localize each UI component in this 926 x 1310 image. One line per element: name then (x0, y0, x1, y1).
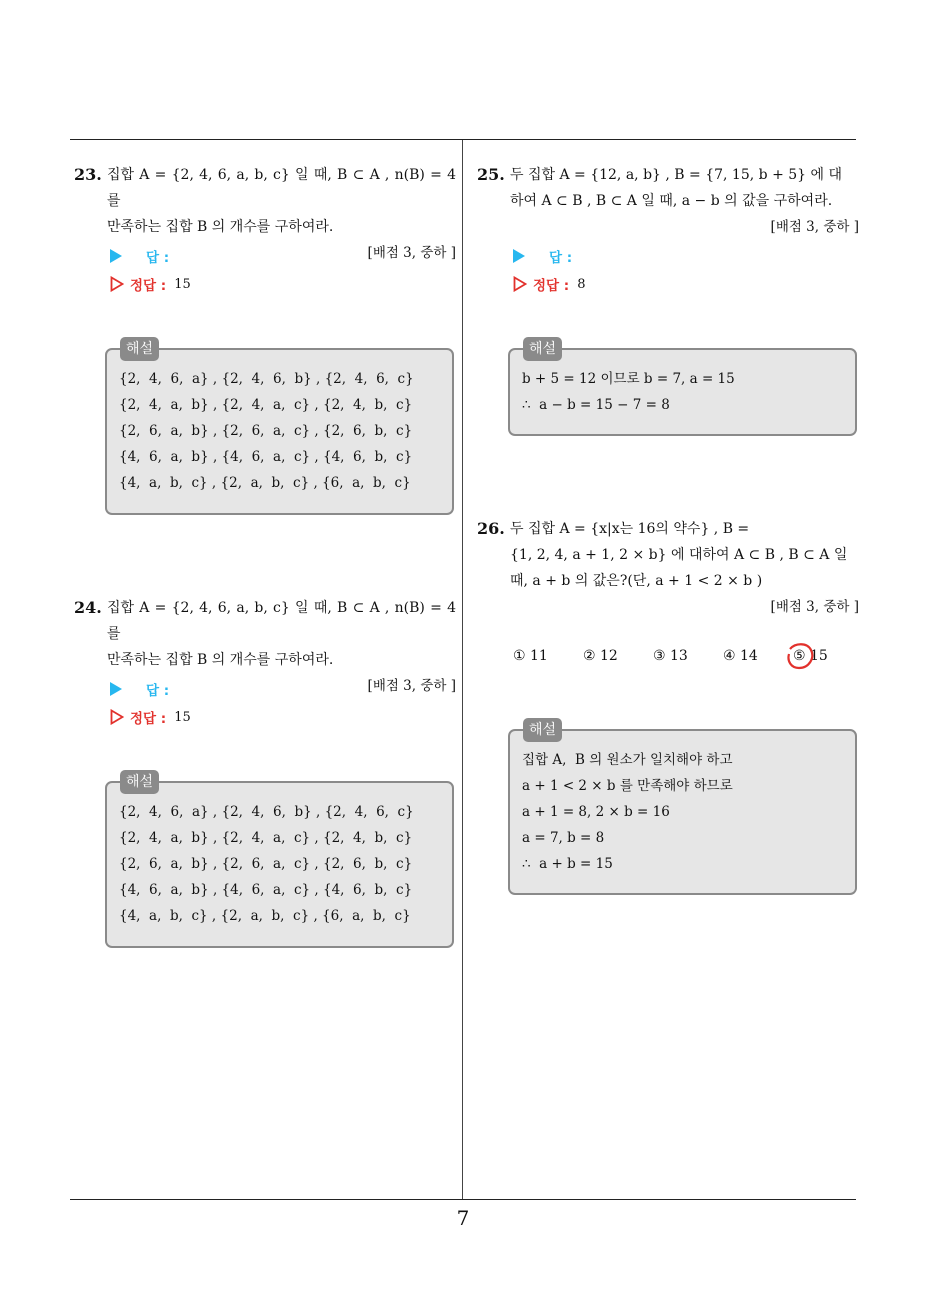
solution-box-25 (508, 341, 857, 436)
question-line: 두 집합 A = {x|x는 16의 약수} , B = (510, 521, 750, 537)
outline-triangle-icon (110, 276, 124, 292)
question-25 (477, 162, 859, 240)
solution-line: a = 7, b = 8 (522, 830, 605, 846)
solution-tag: 해설 (120, 337, 159, 361)
solution-line: b + 5 = 12 이므로 b = 7, a = 15 (522, 371, 735, 387)
score-label: [배점 3, 중하 ] (367, 678, 456, 694)
answer-area-24 (108, 675, 191, 731)
play-triangle-icon (110, 249, 122, 263)
play-triangle-icon (513, 249, 525, 263)
column-divider (462, 140, 463, 1199)
solution-box-26 (508, 722, 857, 895)
solution-line: {2, 6, a, b} , {2, 6, a, c} , {2, 6, b, c} (119, 856, 413, 872)
question-text (510, 162, 859, 214)
question-text (510, 516, 859, 594)
choice-2[interactable]: ② 12 (583, 648, 618, 664)
solution-line: 집합 A, B 의 원소가 일치해야 하고 (522, 752, 733, 768)
solution-line: {2, 4, a, b} , {2, 4, a, c} , {2, 4, b, c} (119, 830, 413, 846)
correct-answer-label: 정답 : (533, 278, 570, 294)
correct-answer-value: 15 (174, 276, 191, 292)
solution-line: {2, 4, 6, a} , {2, 4, 6, b} , {2, 4, 6, c} (119, 371, 414, 387)
choice-list (513, 648, 863, 664)
correct-answer-label: 정답 : (130, 711, 167, 727)
choice-1[interactable]: ① 11 (513, 648, 548, 664)
solution-box-24 (105, 774, 454, 948)
bottom-rule (70, 1199, 856, 1200)
answer-label: 답 : (549, 250, 573, 266)
solution-tag: 해설 (120, 770, 159, 794)
answer-label: 답 : (146, 250, 170, 266)
solution-line: a + 1 = 8, 2 × b = 16 (522, 804, 670, 820)
question-number: 24. (74, 598, 102, 617)
score-label: [배점 3, 중하 ] (770, 219, 859, 235)
solution-line: {4, a, b, c} , {2, a, b, c} , {6, a, b, c} (119, 475, 411, 491)
solution-line: {4, a, b, c} , {2, a, b, c} , {6, a, b, c} (119, 908, 411, 924)
solution-tag: 해설 (523, 718, 562, 742)
choice-5[interactable] (793, 648, 863, 664)
question-line: 집합 A = {2, 4, 6, a, b, c} 일 때, B ⊂ A , n(B) = 4 를 (107, 600, 456, 642)
solution-line: {2, 4, 6, a} , {2, 4, 6, b} , {2, 4, 6, c} (119, 804, 414, 820)
top-rule (70, 139, 856, 140)
solution-tag: 해설 (523, 337, 562, 361)
correct-answer-value: 15 (174, 709, 191, 725)
question-line: 만족하는 집합 B 의 개수를 구하여라. (107, 652, 334, 668)
solution-line: {4, 6, a, b} , {4, 6, a, c} , {4, 6, b, c} (119, 882, 413, 898)
question-line: 만족하는 집합 B 의 개수를 구하여라. (107, 219, 334, 235)
correct-answer-value: 8 (577, 276, 586, 292)
solution-line: ∴ a + b = 15 (522, 856, 613, 872)
solution-line: {2, 6, a, b} , {2, 6, a, c} , {2, 6, b, c} (119, 423, 413, 439)
question-26 (477, 516, 859, 620)
score-label: [배점 3, 중하 ] (367, 245, 456, 261)
question-line: 때, a + b 의 값은?(단, a + 1 < 2 × b ) (510, 573, 763, 589)
answer-area-23 (108, 242, 191, 298)
question-line: 하여 A ⊂ B , B ⊂ A 일 때, a − b 의 값을 구하여라. (510, 193, 833, 209)
answer-area-25 (511, 242, 585, 298)
question-number: 23. (74, 165, 102, 184)
choice-3[interactable]: ③ 13 (653, 648, 688, 664)
outline-triangle-icon (110, 709, 124, 725)
question-text (107, 595, 456, 673)
selected-answer-circle-icon (785, 641, 815, 671)
solution-line: {4, 6, a, b} , {4, 6, a, c} , {4, 6, b, c} (119, 449, 413, 465)
question-number: 25. (477, 165, 505, 184)
page-number: 7 (456, 1206, 470, 1230)
question-line: 두 집합 A = {12, a, b} , B = {7, 15, b + 5} 에 대 (510, 167, 843, 183)
answer-label: 답 : (146, 683, 170, 699)
question-line: {1, 2, 4, a + 1, 2 × b} 에 대하여 A ⊂ B , B ⊂ A 일 (510, 547, 848, 563)
question-number: 26. (477, 519, 505, 538)
score-label: [배점 3, 중하 ] (770, 599, 859, 615)
outline-triangle-icon (513, 276, 527, 292)
choice-4[interactable]: ④ 14 (723, 648, 758, 664)
question-text (107, 162, 456, 240)
solution-line: {2, 4, a, b} , {2, 4, a, c} , {2, 4, b, c} (119, 397, 413, 413)
choice-label: ⑤ 15 (793, 648, 828, 664)
question-line: 집합 A = {2, 4, 6, a, b, c} 일 때, B ⊂ A , n(B) = 4 를 (107, 167, 456, 209)
solution-box-23 (105, 341, 454, 515)
correct-answer-label: 정답 : (130, 278, 167, 294)
solution-line: ∴ a − b = 15 − 7 = 8 (522, 397, 670, 413)
solution-line: a + 1 < 2 × b 를 만족해야 하므로 (522, 778, 733, 794)
play-triangle-icon (110, 682, 122, 696)
